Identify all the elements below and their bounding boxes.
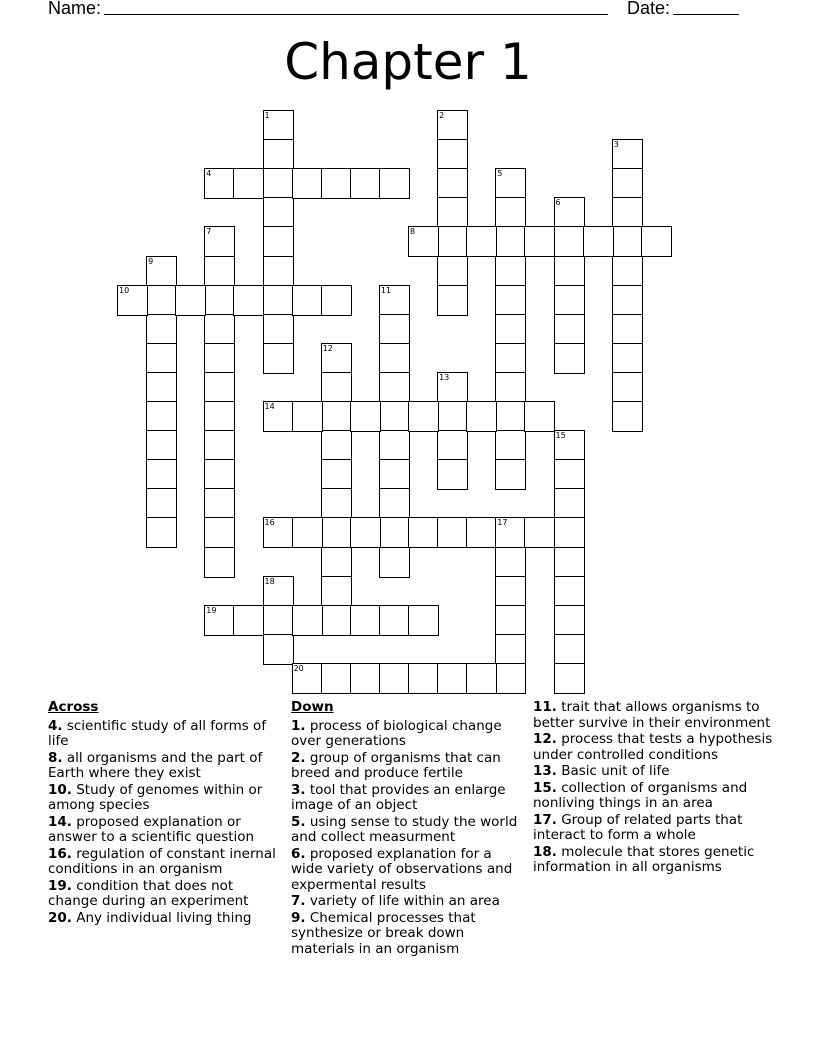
grid-cell[interactable] <box>350 663 381 694</box>
clue-number: 10. <box>48 781 72 798</box>
grid-cell[interactable] <box>408 663 439 694</box>
clue-text: trait that allows organisms to better survive in their environment <box>533 699 771 731</box>
grid-cell[interactable] <box>146 488 177 519</box>
down-clue <box>291 783 521 814</box>
grid-cell[interactable] <box>554 459 585 490</box>
grid-cell[interactable] <box>612 226 643 257</box>
grid-cell[interactable] <box>292 401 323 432</box>
cell-number: 9 <box>148 256 154 266</box>
grid-cell[interactable] <box>379 547 410 578</box>
grid-cell[interactable] <box>437 459 468 490</box>
page-title: Chapter 1 <box>284 33 532 91</box>
grid-cell[interactable] <box>495 459 526 490</box>
down-heading: Down <box>291 699 334 715</box>
grid-cell[interactable] <box>233 285 264 316</box>
grid-cell[interactable] <box>379 605 410 636</box>
grid-cell[interactable] <box>350 605 381 636</box>
clue-text: Group of related parts that interact to form a whole <box>533 811 743 843</box>
clue-text: variety of life within an area <box>305 893 500 909</box>
clue-number: 5. <box>291 813 306 830</box>
grid-cell[interactable] <box>379 372 410 403</box>
clue-text: using sense to study the world and collect measurment <box>291 813 518 845</box>
across-clue <box>48 847 278 878</box>
grid-cell[interactable] <box>379 314 410 345</box>
clue-text: proposed explanation or answer to a scientific question <box>48 813 255 845</box>
cell-number: 14 <box>264 402 275 411</box>
grid-cell[interactable] <box>321 343 352 374</box>
grid-cell[interactable] <box>204 605 235 636</box>
grid-cell[interactable] <box>321 372 352 403</box>
grid-cell[interactable] <box>495 663 526 694</box>
grid-cell[interactable] <box>554 197 585 228</box>
down-clue <box>533 781 773 812</box>
grid-cell[interactable] <box>495 197 526 228</box>
grid-cell[interactable] <box>146 401 177 432</box>
grid-cell[interactable] <box>263 226 294 257</box>
clue-text: Study of genomes within or among species <box>48 781 263 813</box>
grid-cell[interactable] <box>437 430 468 461</box>
across-clue <box>48 783 278 814</box>
grid-cell[interactable] <box>437 256 468 287</box>
grid-cell[interactable] <box>583 226 614 257</box>
grid-cell[interactable] <box>437 226 468 257</box>
grid-cell[interactable] <box>554 605 585 636</box>
grid-cell[interactable] <box>612 256 643 287</box>
clue-text: group of organisms that can breed and produce fertile <box>291 749 501 781</box>
grid-cell[interactable] <box>612 197 643 228</box>
grid-cell[interactable] <box>204 430 235 461</box>
grid-cell[interactable] <box>263 110 294 141</box>
clue-number: 4. <box>48 717 63 734</box>
grid-cell[interactable] <box>437 139 468 170</box>
grid-cell[interactable] <box>146 285 177 316</box>
across-heading: Across <box>48 699 99 715</box>
grid-cell[interactable] <box>263 197 294 228</box>
grid-cell[interactable] <box>379 663 410 694</box>
grid-cell[interactable] <box>408 605 439 636</box>
grid-cell[interactable] <box>204 488 235 519</box>
grid-cell[interactable] <box>204 226 235 257</box>
grid-cell[interactable] <box>146 372 177 403</box>
grid-cell[interactable] <box>292 663 323 694</box>
cell-number: 6 <box>555 198 561 208</box>
grid-cell[interactable] <box>554 256 585 287</box>
grid-cell[interactable] <box>292 285 323 316</box>
grid-cell[interactable] <box>379 430 410 461</box>
down-clue <box>533 813 773 844</box>
cell-number: 2 <box>439 111 445 120</box>
grid-cell[interactable] <box>204 314 235 345</box>
grid-cell[interactable] <box>495 634 526 665</box>
grid-cell[interactable] <box>554 517 585 548</box>
grid-cell[interactable] <box>263 139 294 170</box>
grid-cell[interactable] <box>321 430 352 461</box>
grid-cell[interactable] <box>612 401 643 432</box>
grid-cell[interactable] <box>263 285 294 316</box>
cell-number: 18 <box>264 576 275 586</box>
grid-cell[interactable] <box>146 459 177 490</box>
grid-cell[interactable] <box>437 285 468 316</box>
grid-cell[interactable] <box>612 343 643 374</box>
grid-cell[interactable] <box>554 488 585 519</box>
grid-cell[interactable] <box>321 488 352 519</box>
grid-cell[interactable] <box>263 576 294 607</box>
grid-cell[interactable] <box>204 256 235 287</box>
cell-number: 16 <box>264 518 275 528</box>
clue-number: 20. <box>48 909 72 926</box>
clue-number: 9. <box>291 909 306 926</box>
grid-cell[interactable] <box>408 517 439 548</box>
grid-cell[interactable] <box>321 547 352 578</box>
grid-cell[interactable] <box>408 401 439 432</box>
grid-cell[interactable] <box>495 256 526 287</box>
clue-text: process of biological change over generations <box>291 717 502 749</box>
clue-text: tool that provides an enlarge image of an object <box>291 781 506 813</box>
grid-cell[interactable] <box>612 285 643 316</box>
clue-text: regulation of constant inernal conditions in an organism <box>48 845 276 877</box>
grid-cell[interactable] <box>379 517 410 548</box>
cell-number: 4 <box>206 169 212 179</box>
grid-cell[interactable] <box>263 256 294 287</box>
grid-cell[interactable] <box>204 168 235 199</box>
down-clue <box>291 847 521 894</box>
grid-cell[interactable] <box>350 168 381 199</box>
grid-cell[interactable] <box>641 226 672 257</box>
grid-cell[interactable] <box>146 343 177 374</box>
grid-cell[interactable] <box>554 343 585 374</box>
grid-cell[interactable] <box>437 401 468 432</box>
grid-cell[interactable] <box>117 285 148 316</box>
clue-text: proposed explanation for a wide variety of observations and expermental results <box>291 845 513 893</box>
grid-cell[interactable] <box>263 314 294 345</box>
clue-number: 16. <box>48 845 72 862</box>
clue-number: 19. <box>48 877 72 894</box>
grid-cell[interactable] <box>495 226 526 257</box>
clue-number: 3. <box>291 781 306 798</box>
grid-cell[interactable] <box>321 517 352 548</box>
grid-cell[interactable] <box>175 285 206 316</box>
grid-cell[interactable] <box>292 168 323 199</box>
grid-cell[interactable] <box>437 168 468 199</box>
clue-number: 2. <box>291 749 306 766</box>
clue-number: 14. <box>48 813 72 830</box>
grid-cell[interactable] <box>379 285 410 316</box>
grid-cell[interactable] <box>321 605 352 636</box>
clue-number: 11. <box>533 699 557 715</box>
grid-cell[interactable] <box>612 314 643 345</box>
grid-cell[interactable] <box>554 547 585 578</box>
grid-cell[interactable] <box>263 634 294 665</box>
clue-number: 18. <box>533 843 557 860</box>
cell-number: 15 <box>555 431 566 441</box>
grid-cell[interactable] <box>437 372 468 403</box>
clue-number: 15. <box>533 779 557 796</box>
grid-cell[interactable] <box>350 517 381 548</box>
clue-text: Any individual living thing <box>71 909 252 926</box>
grid-cell[interactable] <box>379 343 410 374</box>
grid-cell[interactable] <box>495 401 526 432</box>
grid-cell[interactable] <box>204 401 235 432</box>
cell-number: 7 <box>206 227 212 237</box>
across-clues <box>48 700 278 927</box>
down-clue <box>291 751 521 782</box>
grid-cell[interactable] <box>204 372 235 403</box>
grid-cell[interactable] <box>408 226 439 257</box>
grid-cell[interactable] <box>263 343 294 374</box>
grid-cell[interactable] <box>437 197 468 228</box>
grid-cell[interactable] <box>379 401 410 432</box>
down-clue <box>291 719 521 750</box>
clue-text: all organisms and the part of Earth where they exist <box>48 749 263 781</box>
grid-cell[interactable] <box>292 605 323 636</box>
grid-cell[interactable] <box>524 226 555 257</box>
clue-number: 8. <box>48 749 63 766</box>
grid-cell[interactable] <box>263 168 294 199</box>
cell-number: 12 <box>322 343 333 353</box>
clue-number: 17. <box>533 811 557 828</box>
down-clues-column-1 <box>291 700 521 958</box>
cell-number: 10 <box>119 285 130 295</box>
grid-cell[interactable] <box>554 285 585 316</box>
grid-cell[interactable] <box>612 139 643 170</box>
grid-cell[interactable] <box>146 430 177 461</box>
grid-cell[interactable] <box>495 605 526 636</box>
grid-cell[interactable] <box>350 401 381 432</box>
grid-cell[interactable] <box>466 401 497 432</box>
grid-cell[interactable] <box>292 517 323 548</box>
down-clue <box>291 815 521 846</box>
grid-cell[interactable] <box>495 314 526 345</box>
grid-cell[interactable] <box>321 576 352 607</box>
grid-cell[interactable] <box>554 576 585 607</box>
clue-number: 6. <box>291 845 306 862</box>
grid-cell[interactable] <box>146 256 177 287</box>
grid-cell[interactable] <box>524 401 555 432</box>
grid-cell[interactable] <box>554 226 585 257</box>
cell-number: 8 <box>410 227 416 237</box>
grid-cell[interactable] <box>379 459 410 490</box>
down-clue <box>291 911 521 958</box>
cell-number: 11 <box>380 285 392 295</box>
down-clue <box>533 764 773 780</box>
clue-number: 13. <box>533 763 557 779</box>
grid-cell[interactable] <box>204 517 235 548</box>
grid-cell[interactable] <box>263 401 294 432</box>
grid-cell[interactable] <box>495 343 526 374</box>
grid-cell[interactable] <box>321 663 352 694</box>
clue-text: condition that does not change during an experiment <box>48 877 249 909</box>
down-clue <box>533 732 773 763</box>
across-clue <box>48 911 278 927</box>
grid-cell[interactable] <box>321 459 352 490</box>
across-clue <box>48 879 278 910</box>
grid-cell[interactable] <box>554 634 585 665</box>
clue-number: 1. <box>291 717 306 734</box>
grid-cell[interactable] <box>612 372 643 403</box>
grid-cell[interactable] <box>495 547 526 578</box>
grid-cell[interactable] <box>524 517 555 548</box>
grid-cell[interactable] <box>495 372 526 403</box>
grid-cell[interactable] <box>554 430 585 461</box>
grid-cell[interactable] <box>495 168 526 199</box>
grid-cell[interactable] <box>263 517 294 548</box>
grid-cell[interactable] <box>437 663 468 694</box>
grid-cell[interactable] <box>321 401 352 432</box>
down-clue <box>291 894 521 910</box>
grid-cell[interactable] <box>321 285 352 316</box>
grid-cell[interactable] <box>379 488 410 519</box>
grid-cell[interactable] <box>554 663 585 694</box>
across-clue <box>48 751 278 782</box>
clue-text: Chemical processes that synthesize or break down materials in an organism <box>291 909 476 957</box>
clue-text: process that tests a hypothesis under controlled conditions <box>533 731 773 763</box>
grid-cell[interactable] <box>495 285 526 316</box>
grid-cell[interactable] <box>466 663 497 694</box>
cell-number: 13 <box>439 372 450 382</box>
cell-number: 1 <box>264 111 270 120</box>
clue-number: 12. <box>533 731 557 747</box>
grid-cell[interactable] <box>437 110 468 141</box>
clue-text: Basic unit of life <box>556 763 670 779</box>
grid-cell[interactable] <box>263 605 294 636</box>
grid-cell[interactable] <box>495 517 526 548</box>
grid-cell[interactable] <box>146 314 177 345</box>
clue-text: collection of organisms and nonliving things in an area <box>533 779 748 811</box>
grid-cell[interactable] <box>233 168 264 199</box>
grid-cell[interactable] <box>204 343 235 374</box>
grid-cell[interactable] <box>554 314 585 345</box>
clue-number: 7. <box>291 893 306 909</box>
down-clue <box>533 845 773 876</box>
cell-number: 19 <box>206 605 217 615</box>
cell-number: 20 <box>293 663 304 673</box>
grid-cell[interactable] <box>204 459 235 490</box>
grid-cell[interactable] <box>466 226 497 257</box>
date-label: Date: <box>627 0 671 18</box>
grid-cell[interactable] <box>321 168 352 199</box>
grid-cell[interactable] <box>495 576 526 607</box>
cell-number: 17 <box>497 518 508 528</box>
grid-cell[interactable] <box>437 517 468 548</box>
across-clue <box>48 815 278 846</box>
cell-number: 5 <box>497 169 503 179</box>
grid-cell[interactable] <box>146 517 177 548</box>
name-label: Name: <box>48 0 102 18</box>
clue-text: molecule that stores genetic information in all organisms <box>533 843 755 875</box>
clue-text: scientific study of all forms of life <box>48 717 267 749</box>
grid-cell[interactable] <box>466 517 497 548</box>
grid-cell[interactable] <box>612 168 643 199</box>
grid-cell[interactable] <box>495 430 526 461</box>
cell-number: 3 <box>613 140 619 150</box>
down-clue <box>533 700 773 731</box>
down-clues-column-2 <box>533 700 773 877</box>
grid-cell[interactable] <box>379 168 410 199</box>
grid-cell[interactable] <box>204 285 235 316</box>
grid-cell[interactable] <box>233 605 264 636</box>
across-clue <box>48 719 278 750</box>
grid-cell[interactable] <box>204 547 235 578</box>
